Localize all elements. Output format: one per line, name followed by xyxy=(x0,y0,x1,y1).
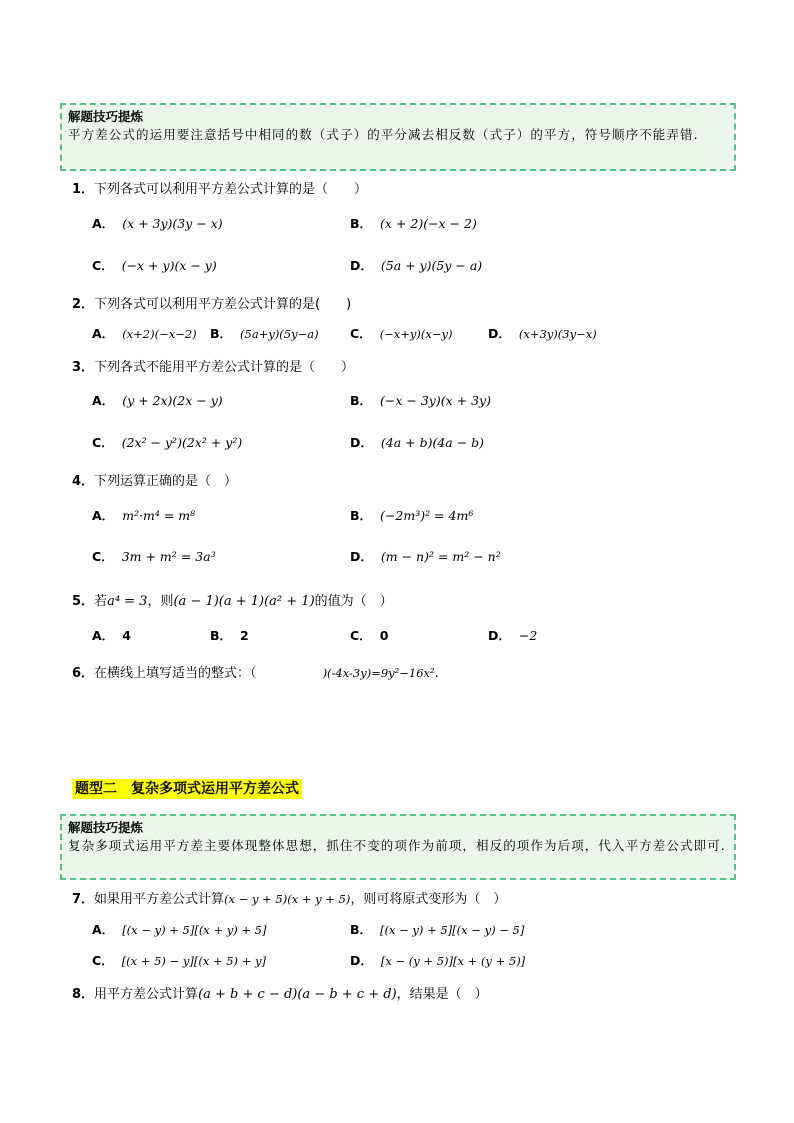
option-value: 2 xyxy=(240,628,249,643)
question-8: 8．用平方差公式计算(a + b + c − d)(a − b + c + d)，结果是（ ） xyxy=(72,987,488,1002)
question-7: 7．如果用平方差公式计算(x − y + 5)(x + y + 5)，则可将原式变形为（ ） xyxy=(72,892,507,907)
q4-option-a: A． m²·m⁴ = m⁸ xyxy=(92,508,196,523)
tip-title: 解题技巧提炼 xyxy=(68,109,144,124)
question-expr: (a − 1)(a + 1)(a² + 1) xyxy=(173,594,315,609)
tip-title: 解题技巧提炼 xyxy=(68,820,144,835)
option-expr: (5a + y)(5y − a) xyxy=(380,258,483,273)
question-number: 3． xyxy=(72,360,95,375)
option-expr: (y + 2x)(2x − y) xyxy=(122,393,223,408)
tip-body: 平方差公式的运用要注意括号中相同的数（式子）的平分减去相反数（式子）的平方，符号顺序不能弄错. xyxy=(68,127,699,142)
question-expr: (a + b + c − d)(a − b + c + d) xyxy=(198,987,397,1002)
q5-option-d: D． −2 xyxy=(488,628,538,643)
question-6: 6．在横线上填写适当的整式：（ )(-4x-3y)=9y²−16x². xyxy=(72,666,439,681)
q7-option-a: A． [(x − y) + 5][(x + y) + 5] xyxy=(92,922,267,937)
option-expr: [x − (y + 5)][x + (y + 5)] xyxy=(380,954,526,968)
q5-option-c: C． 0 xyxy=(350,628,389,643)
q1-option-a: A． (x + 3y)(3y − x) xyxy=(92,216,223,231)
question-text: 下列各式可以利用平方差公式计算的是( ) xyxy=(94,297,352,312)
tip-box-2 xyxy=(60,814,736,880)
option-value: 0 xyxy=(379,628,389,643)
question-number: 4． xyxy=(72,474,95,489)
q3-option-a: A． (y + 2x)(2x − y) xyxy=(92,393,223,408)
q2-option-c: C． (−x+y)(x−y) xyxy=(350,326,453,341)
q2-option-d: D． (x+3y)(3y−x) xyxy=(488,326,597,341)
option-expr: [(x − y) + 5][(x − y) − 5] xyxy=(380,923,525,937)
q5-option-b: B． 2 xyxy=(210,628,249,643)
question-number: 2． xyxy=(72,297,95,312)
q7-option-d: D． [x − (y + 5)][x + (y + 5)] xyxy=(350,953,526,968)
question-text: 在横线上填写适当的整式：（ xyxy=(94,666,257,681)
q1-option-d: D． (5a + y)(5y − a) xyxy=(350,258,483,273)
q2-option-b: B． (5a+y)(5y−a) xyxy=(210,326,319,341)
question-number: 5． xyxy=(72,594,95,609)
q1-option-b: B． (x + 2)(−x − 2) xyxy=(350,216,477,231)
option-expr: 3m + m² = 3a³ xyxy=(121,549,216,564)
q1-option-c: C． (−x + y)(x − y) xyxy=(92,258,217,273)
option-expr: (−x − 3y)(x + 3y) xyxy=(380,393,491,408)
question-text: 下列各式不能用平方差公式计算的是（ ） xyxy=(94,360,355,375)
option-value: 4 xyxy=(122,628,131,643)
question-number: 1． xyxy=(72,182,95,197)
q3-option-c: C． (2x² − y²)(2x² + y²) xyxy=(92,435,243,450)
section-title: 题型二 复杂多项式运用平方差公式 xyxy=(72,779,302,799)
option-expr: (x + 2)(−x − 2) xyxy=(380,216,477,231)
option-expr: (5a+y)(5y−a) xyxy=(240,327,319,341)
option-expr: [(x + 5) − y][(x + 5) + y] xyxy=(121,954,266,968)
question-2 xyxy=(72,293,351,312)
q5-option-a: A． 4 xyxy=(92,628,131,643)
option-expr: (2x² − y²)(2x² + y²) xyxy=(121,435,243,450)
option-expr: (−2m³)² = 4m⁶ xyxy=(380,508,474,523)
q4-option-d: D． (m − n)² = m² − n² xyxy=(350,549,501,564)
question-4 xyxy=(72,470,237,489)
q3-option-d: D． (4a + b)(4a − b) xyxy=(350,435,485,450)
question-text: 下列运算正确的是（ ） xyxy=(94,474,238,489)
option-expr: (x+2)(−x−2) xyxy=(122,327,197,341)
q2-option-a: A． (x+2)(−x−2) xyxy=(92,326,197,341)
q4-option-c: C． 3m + m² = 3a³ xyxy=(92,549,216,564)
question-number: 8． xyxy=(72,987,95,1002)
q7-option-b: B． [(x − y) + 5][(x − y) − 5] xyxy=(350,922,525,937)
option-expr: (4a + b)(4a − b) xyxy=(380,435,485,450)
option-expr: (x+3y)(3y−x) xyxy=(518,327,597,341)
option-expr: (−x+y)(x−y) xyxy=(379,327,453,341)
condition-expr: a⁴ = 3 xyxy=(107,594,148,609)
q3-option-b: B． (−x − 3y)(x + 3y) xyxy=(350,393,491,408)
q7-option-c: C． [(x + 5) − y][(x + 5) + y] xyxy=(92,953,266,968)
question-expr: )(-4x-3y)=9y²−16x² xyxy=(322,666,435,680)
question-1 xyxy=(72,178,367,197)
option-expr: m²·m⁴ = m⁸ xyxy=(122,508,196,523)
question-number: 7． xyxy=(72,892,95,907)
question-3 xyxy=(72,356,354,375)
question-5: 5．若a⁴ = 3，则(a − 1)(a + 1)(a² + 1)的值为（ ） xyxy=(72,594,393,609)
tip-body: 复杂多项式运用平方差主要体现整体思想，抓住不变的项作为前项，相反的项作为后项，代入平方差公式即可. xyxy=(68,838,726,853)
option-expr: (x + 3y)(3y − x) xyxy=(122,216,223,231)
tip-box-1 xyxy=(60,103,736,171)
option-expr: (m − n)² = m² − n² xyxy=(380,549,501,564)
option-expr: (−x + y)(x − y) xyxy=(121,258,217,273)
question-expr: (x − y + 5)(x + y + 5) xyxy=(224,892,351,906)
option-value: −2 xyxy=(518,628,538,643)
question-number: 6． xyxy=(72,666,95,681)
option-expr: [(x − y) + 5][(x + y) + 5] xyxy=(122,923,267,937)
q4-option-b: B． (−2m³)² = 4m⁶ xyxy=(350,508,474,523)
question-text: 下列各式可以利用平方差公式计算的是（ ） xyxy=(94,182,368,197)
